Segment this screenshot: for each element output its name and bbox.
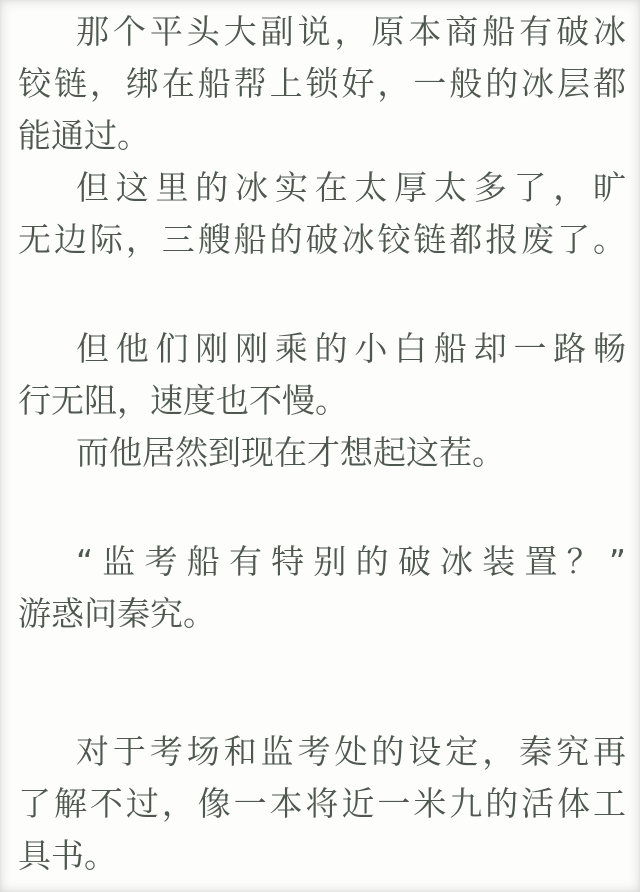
text-line: 铰链，绑在船帮上锁好，一般的冰层都 [18, 64, 626, 103]
text-line: 对于考场和监考处的设定，秦究再 [76, 732, 626, 771]
text-line: “监考船有特别的破冰装置？” [76, 542, 626, 581]
text-line: 游惑问秦究。 [18, 594, 216, 633]
text-line: 而他居然到现在才想起这茬。 [76, 433, 505, 472]
text-line: 那个平头大副说，原本商船有破冰 [76, 12, 626, 51]
text-line: 无边际，三艘船的破冰铰链都报废了。 [18, 220, 626, 259]
novel-text-area [18, 6, 626, 882]
text-line: 但他们刚刚乘的小白船却一路畅 [76, 329, 626, 368]
paragraph [18, 726, 626, 882]
paragraph [18, 6, 626, 162]
text-line: 具书。 [18, 836, 117, 875]
text-line: 能通过。 [18, 116, 150, 155]
text-line: 行无阻，速度也不慢。 [18, 381, 348, 420]
paragraph [18, 162, 626, 266]
paragraph [18, 427, 626, 479]
paragraph [18, 536, 626, 640]
text-line: 了解不过，像一本将近一米九的活体工 [18, 784, 626, 823]
paragraph [18, 323, 626, 427]
text-line: 但这里的冰实在太厚太多了，旷 [76, 168, 626, 207]
